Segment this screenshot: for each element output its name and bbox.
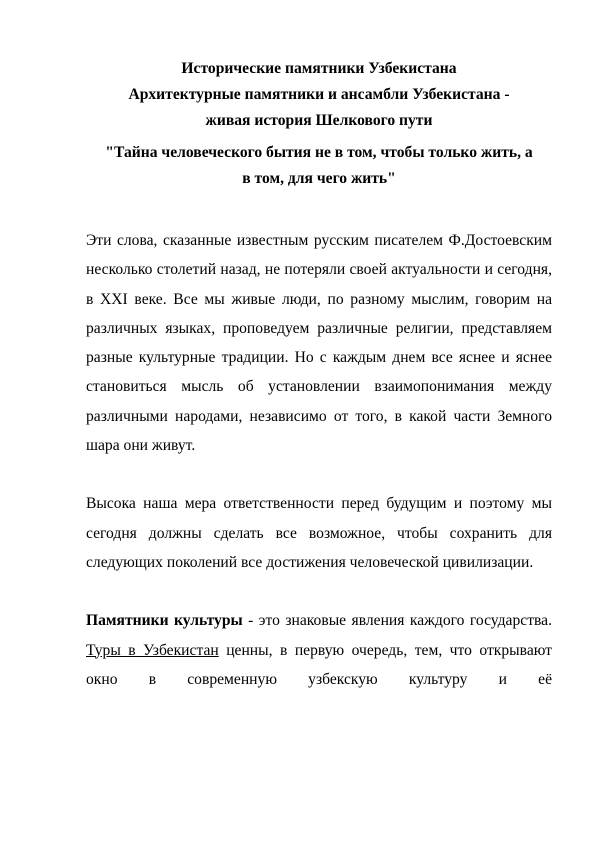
document-page xyxy=(86,56,552,694)
quote-line-2: в том, для чего жить" xyxy=(242,170,396,187)
culture-monuments-bold: Памятники культуры xyxy=(86,612,243,630)
paragraph-culture-monuments xyxy=(86,606,552,694)
title-line-1: Исторические памятники Узбекистана xyxy=(181,60,457,77)
title-line-2: Архитектурные памятники и ансамбли Узбекистана - xyxy=(128,86,510,103)
culture-text-1: - это знаковые явления каждого государства. xyxy=(242,612,552,630)
tours-uzbekistan-link[interactable]: Туры в Узбекистан xyxy=(86,641,219,659)
title-line-3: живая история Шелкового пути xyxy=(205,112,433,129)
paragraph-responsibility: Высока наша мера ответственности перед будущим и поэтому мы сегодня должны сделать все возможное, чтобы сохранить для следующих поколений все достижения человеческой цивилизации. xyxy=(86,495,552,571)
quote-line-1: "Тайна человеческого бытия не в том, чтобы только жить, а xyxy=(105,144,533,161)
culture-text-2: ценны, в первую очередь, тем, что открывают окно в современную узбекскую культуру и её xyxy=(86,641,552,688)
epigraph-quote xyxy=(86,140,552,192)
paragraph-dostoevsky: Эти слова, сказанные известным русским писателем Ф.Достоевским несколько столетий назад, не потеряли своей актуальности и сегодня, в XXI веке. Все мы живые люди, по разному мыслим, говорим на различных языках, проповедуем различные религии, представляем разные культурные традиции. Но с каждым днем все яснее и яснее становиться мысль об установлении взаимопонимания между различными народами, независимо от того, в какой части Земного шара они живут. xyxy=(86,232,552,455)
